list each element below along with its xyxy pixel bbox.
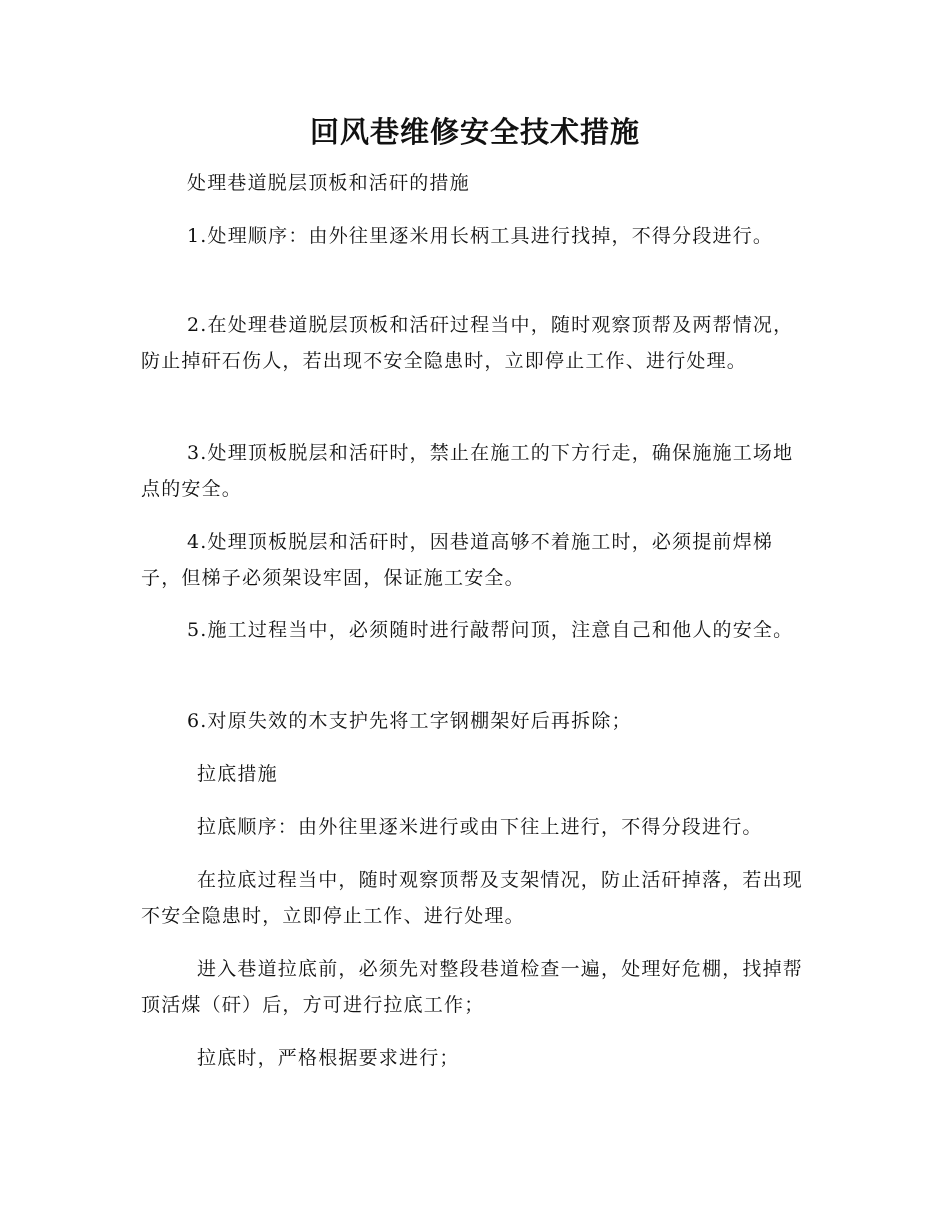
paragraph-text: 进入巷道拉底前，必须先对整段巷道检查一遍，处理好危棚，找掉帮顶活煤（矸）后，方可进行拉底工作；	[141, 958, 804, 1016]
document-title: 回风巷维修安全技术措施	[309, 115, 640, 149]
paragraph-item-3: 3.处理顶板脱层和活矸时，禁止在施工的下方行走，确保施施工场地点的安全。	[141, 442, 794, 500]
paragraph-subheading: 拉底措施	[197, 763, 278, 785]
paragraph-text: 拉底顺序：由外往里逐米进行或由下往上进行，不得分段进行。	[197, 816, 763, 838]
paragraph-item-5: 5.施工过程当中，必须随时进行敲帮问顶，注意自己和他人的安全。	[187, 619, 794, 641]
paragraph-item-4: 4.处理顶板脱层和活矸时，因巷道高够不着施工时，必须提前焊梯子，但梯子必须架设牢固，保证施工安全。	[141, 531, 774, 589]
paragraph-text: 拉底时，严格根据要求进行；	[197, 1047, 460, 1069]
paragraph-item-1: 1.处理顺序：由外往里逐米用长柄工具进行找掉，不得分段进行。	[187, 225, 774, 247]
paragraph-text: 在拉底过程当中，随时观察顶帮及支架情况，防止活矸掉落，若出现不安全隐患时，立即停止工作、进行处理。	[141, 869, 804, 927]
paragraph-item-6: 6.对原失效的木支护先将工字钢棚架好后再拆除；	[187, 710, 632, 732]
paragraph-section-heading: 处理巷道脱层顶板和活矸的措施	[187, 172, 470, 194]
paragraph-item-2: 2.在处理巷道脱层顶板和活矸过程当中，随时观察顶帮及两帮情况，防止掉矸石伤人，若出现不安全隐患时，立即停止工作、进行处理。	[141, 314, 794, 372]
